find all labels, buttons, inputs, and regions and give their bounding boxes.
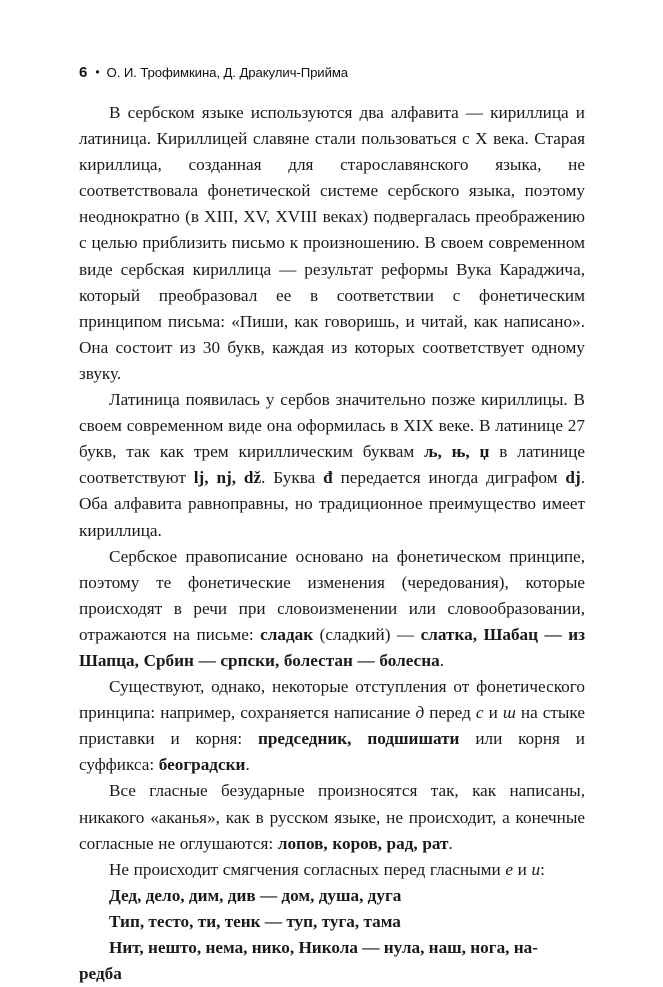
paragraph-6-text-a: Не происходит смягчения согласных перед гласными: [109, 859, 506, 879]
paragraph-2-text-a: Латиница появилась у сербов значительно позже кириллицы. В своем современном виде она оформилась в XIX веке. В латинице 27 букв, так как трем кириллическим буквам: [79, 390, 585, 462]
digraph-dj: dj: [565, 468, 581, 488]
paragraph-4-text-f: .: [245, 755, 250, 775]
letter-d-with-stroke: đ: [323, 468, 333, 488]
italic-letter-e: е: [505, 859, 514, 879]
page-number: 6: [79, 64, 88, 81]
paragraph-2-text-e: . Оба алфавита равноправны, но традиционное преимущество имеет кириллица.: [79, 468, 585, 540]
latin-digraphs-lj-nj-dz: lj, nj, dž: [193, 468, 262, 488]
paragraph-4-text-c: и: [483, 703, 503, 723]
paragraph-6: [79, 857, 585, 883]
example-line-t: Тип, тесто, ти, тенк — туп, туга, тама: [109, 911, 401, 931]
paragraph-3: [79, 544, 585, 674]
example-alternations-list: слатка, Шабац — из Шапца, Србин — српски, болестан — болесна: [79, 624, 585, 670]
paragraph-3-text-b: (сладкий) —: [313, 624, 421, 644]
paragraph-1-text: В сербском языке используются два алфавита — кириллица и латиница. Кириллицей славяне стали пользоваться с X века. Старая кириллица, созданная для старославянского языка, не соответствовала фонетической системе сербского языка, поэтому неоднократно (в XIII, XV, XVIII веках) подвергалась преображению с целью приблизить письмо к произношению. В своем современном виде сербская кириллица — результат реформы Вука Караджича, который преобразовал ее в соответствии с фонетическим принципом письма: «Пиши, как говоришь, и читай, как написано». Она состоит из 30 букв, каждая из которых соответствует одному звуку.: [79, 103, 585, 383]
paragraph-1: [79, 100, 585, 387]
italic-letter-sh: ш: [502, 703, 516, 723]
paragraph-2: [79, 387, 585, 544]
paragraph-5-text-b: .: [448, 833, 453, 853]
paragraph-2-text-b: в латинице соответствуют: [79, 442, 585, 488]
paragraph-2-text-c: . Буква: [261, 468, 324, 488]
italic-letter-i: и: [531, 859, 541, 879]
paragraph-4-text-d: на стыке приставки и корня:: [79, 703, 585, 749]
example-predsednik-podshishati: председник, подшишати: [257, 729, 460, 749]
text-block: [79, 100, 585, 987]
example-line-n: Нит, нешто, нема, нико, Никола — нула, наш, нога, на-: [109, 938, 538, 957]
example-lopov-korov-rad-rat: лопов, коров, рад, рат: [277, 833, 449, 853]
paragraph-4-text-b: перед: [424, 703, 476, 723]
example-beogradski: београдски: [158, 755, 246, 775]
paragraph-5: [79, 778, 585, 856]
paragraph-4: [79, 674, 585, 778]
paragraph-4-text-e: или корня и суффикса:: [79, 729, 585, 775]
paragraph-3-text-a: Сербское правописание основано на фонетическом принципе, поэтому те фонетические изменения (чередования), которые происходят в речи при словоизменении или словообразовании, отражаются на письме:: [79, 546, 585, 644]
bullet-separator-icon: •: [95, 65, 100, 79]
example-line-d: Дед, дело, дим, див — дом, душа, дуга: [109, 885, 402, 905]
paragraph-6-text-b: и: [513, 859, 532, 879]
example-line-n-continuation: редба: [79, 964, 122, 984]
italic-letter-s: с: [475, 703, 484, 723]
paragraph-5-text-a: Все гласные безударные произносятся так, как написаны, никакого «аканья», как в русском языке, не происходит, а конечные согласные не оглушаются:: [79, 781, 585, 853]
example-sladak: сладак: [260, 624, 314, 644]
running-head-authors: О. И. Трофимкина, Д. Дракулич-Прийма: [106, 65, 349, 80]
running-head: [79, 64, 585, 86]
italic-letter-d: д: [415, 703, 425, 723]
paragraph-3-text-c: .: [439, 650, 444, 670]
paragraph-2-text-d: передается иногда диграфом: [332, 468, 566, 488]
paragraph-4-text-a: Существуют, однако, некоторые отступления от фонетического принципа: например, сохраняется написание: [79, 677, 585, 723]
paragraph-6-text-c: :: [540, 859, 545, 879]
cyrillic-letters-lj-nj-dz: љ, њ, џ: [424, 442, 490, 462]
